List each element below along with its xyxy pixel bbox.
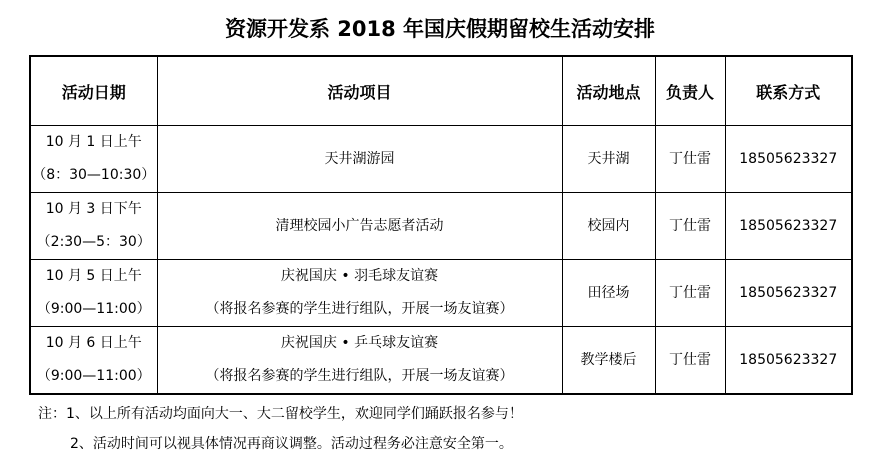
contact-cell: 18505623327 <box>725 193 852 260</box>
note-line-2: 2、活动时间可以视具体情况再商议调整。活动过程务必注意安全第一。 <box>70 436 513 452</box>
date-text: 10 月 6 日上午 <box>45 335 142 351</box>
header-date: 活动日期 <box>30 56 157 126</box>
time-range: （8：30—10:30） <box>32 167 156 183</box>
table-row <box>30 260 852 327</box>
contact-cell: 18505623327 <box>725 327 852 395</box>
table-row <box>30 126 852 193</box>
activity-cell <box>157 260 562 327</box>
person-cell: 丁仕雷 <box>655 193 725 260</box>
location-cell: 校园内 <box>562 193 655 260</box>
activity-description: （将报名参赛的学生进行组队，开展一场友谊赛） <box>205 368 514 384</box>
activity-name: 庆祝国庆 • 乒乓球友谊赛 <box>280 335 439 351</box>
table-row <box>30 327 852 395</box>
contact-cell: 18505623327 <box>725 126 852 193</box>
activity-schedule-table <box>29 55 853 395</box>
date-text: 10 月 1 日上午 <box>45 134 142 150</box>
location-cell: 天井湖 <box>562 126 655 193</box>
person-cell: 丁仕雷 <box>655 260 725 327</box>
header-contact: 联系方式 <box>725 56 852 126</box>
activity-cell <box>157 193 562 260</box>
table-header-row <box>30 56 852 126</box>
header-person: 负责人 <box>655 56 725 126</box>
page-title: 资源开发系 2018 年国庆假期留校生活动安排 <box>224 17 656 41</box>
time-range: （9:00—11:00） <box>36 301 151 317</box>
activity-name: 庆祝国庆 • 羽毛球友谊赛 <box>280 268 439 284</box>
time-range: （2:30—5：30） <box>36 234 151 250</box>
date-text: 10 月 3 日下午 <box>45 201 142 217</box>
contact-cell: 18505623327 <box>725 260 852 327</box>
activity-description: （将报名参赛的学生进行组队，开展一场友谊赛） <box>205 301 514 317</box>
activity-cell <box>157 126 562 193</box>
date-cell <box>30 193 157 260</box>
activity-cell <box>157 327 562 395</box>
time-range: （9:00—11:00） <box>36 368 151 384</box>
activity-name: 清理校园小广告志愿者活动 <box>275 217 444 234</box>
notes-section <box>38 399 858 459</box>
person-cell: 丁仕雷 <box>655 126 725 193</box>
location-cell: 教学楼后 <box>562 327 655 395</box>
date-cell <box>30 260 157 327</box>
date-cell <box>30 126 157 193</box>
header-activity: 活动项目 <box>157 56 562 126</box>
location-cell: 田径场 <box>562 260 655 327</box>
note-line-1: 注：1、以上所有活动均面向大一、大二留校学生，欢迎同学们踊跃报名参与！ <box>38 406 523 422</box>
header-location: 活动地点 <box>562 56 655 126</box>
table-row <box>30 193 852 260</box>
date-text: 10 月 5 日上午 <box>45 268 142 284</box>
activity-name: 天井湖游园 <box>324 150 395 167</box>
date-cell <box>30 327 157 395</box>
person-cell: 丁仕雷 <box>655 327 725 395</box>
